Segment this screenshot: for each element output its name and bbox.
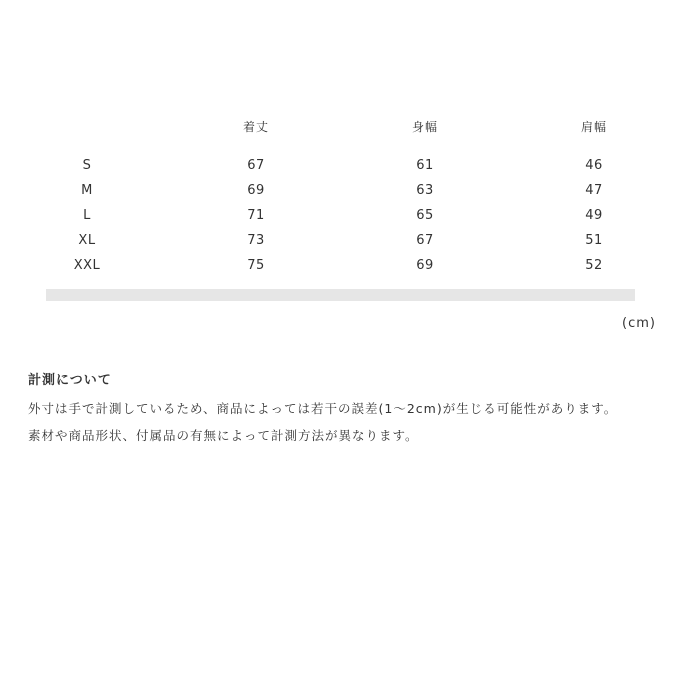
- shoulder-value: 52: [585, 258, 603, 273]
- size-label: XL: [78, 233, 96, 248]
- size-label: S: [82, 158, 92, 173]
- length-value: 69: [247, 183, 265, 198]
- shoulder-value: 46: [585, 158, 603, 173]
- width-value: 61: [416, 158, 434, 173]
- width-value: 65: [416, 208, 434, 223]
- notes-title: 計測について: [28, 373, 112, 388]
- length-value: 71: [247, 208, 265, 223]
- width-value: 69: [416, 258, 434, 273]
- table-divider-bar: [46, 289, 635, 301]
- width-value: 67: [416, 233, 434, 248]
- notes-line: 外寸は手で計測しているため、商品によっては若干の誤差(1〜2cm)が生じる可能性があります。: [28, 401, 618, 416]
- length-value: 67: [247, 158, 265, 173]
- size-label: XXL: [73, 258, 101, 273]
- shoulder-value: 49: [585, 208, 603, 223]
- size-label: L: [83, 208, 91, 223]
- notes-line: 素材や商品形状、付属品の有無によって計測方法が異なります。: [28, 428, 419, 443]
- shoulder-value: 47: [585, 183, 603, 198]
- width-value: 63: [416, 183, 434, 198]
- size-label: M: [81, 183, 93, 198]
- shoulder-value: 51: [585, 233, 603, 248]
- header-width: 身幅: [411, 120, 439, 134]
- header-length: 着丈: [242, 120, 270, 134]
- unit-label: (cm): [622, 316, 656, 331]
- header-shoulder: 肩幅: [580, 120, 608, 134]
- length-value: 73: [247, 233, 265, 248]
- measurement-notes: [28, 372, 668, 454]
- length-value: 75: [247, 258, 265, 273]
